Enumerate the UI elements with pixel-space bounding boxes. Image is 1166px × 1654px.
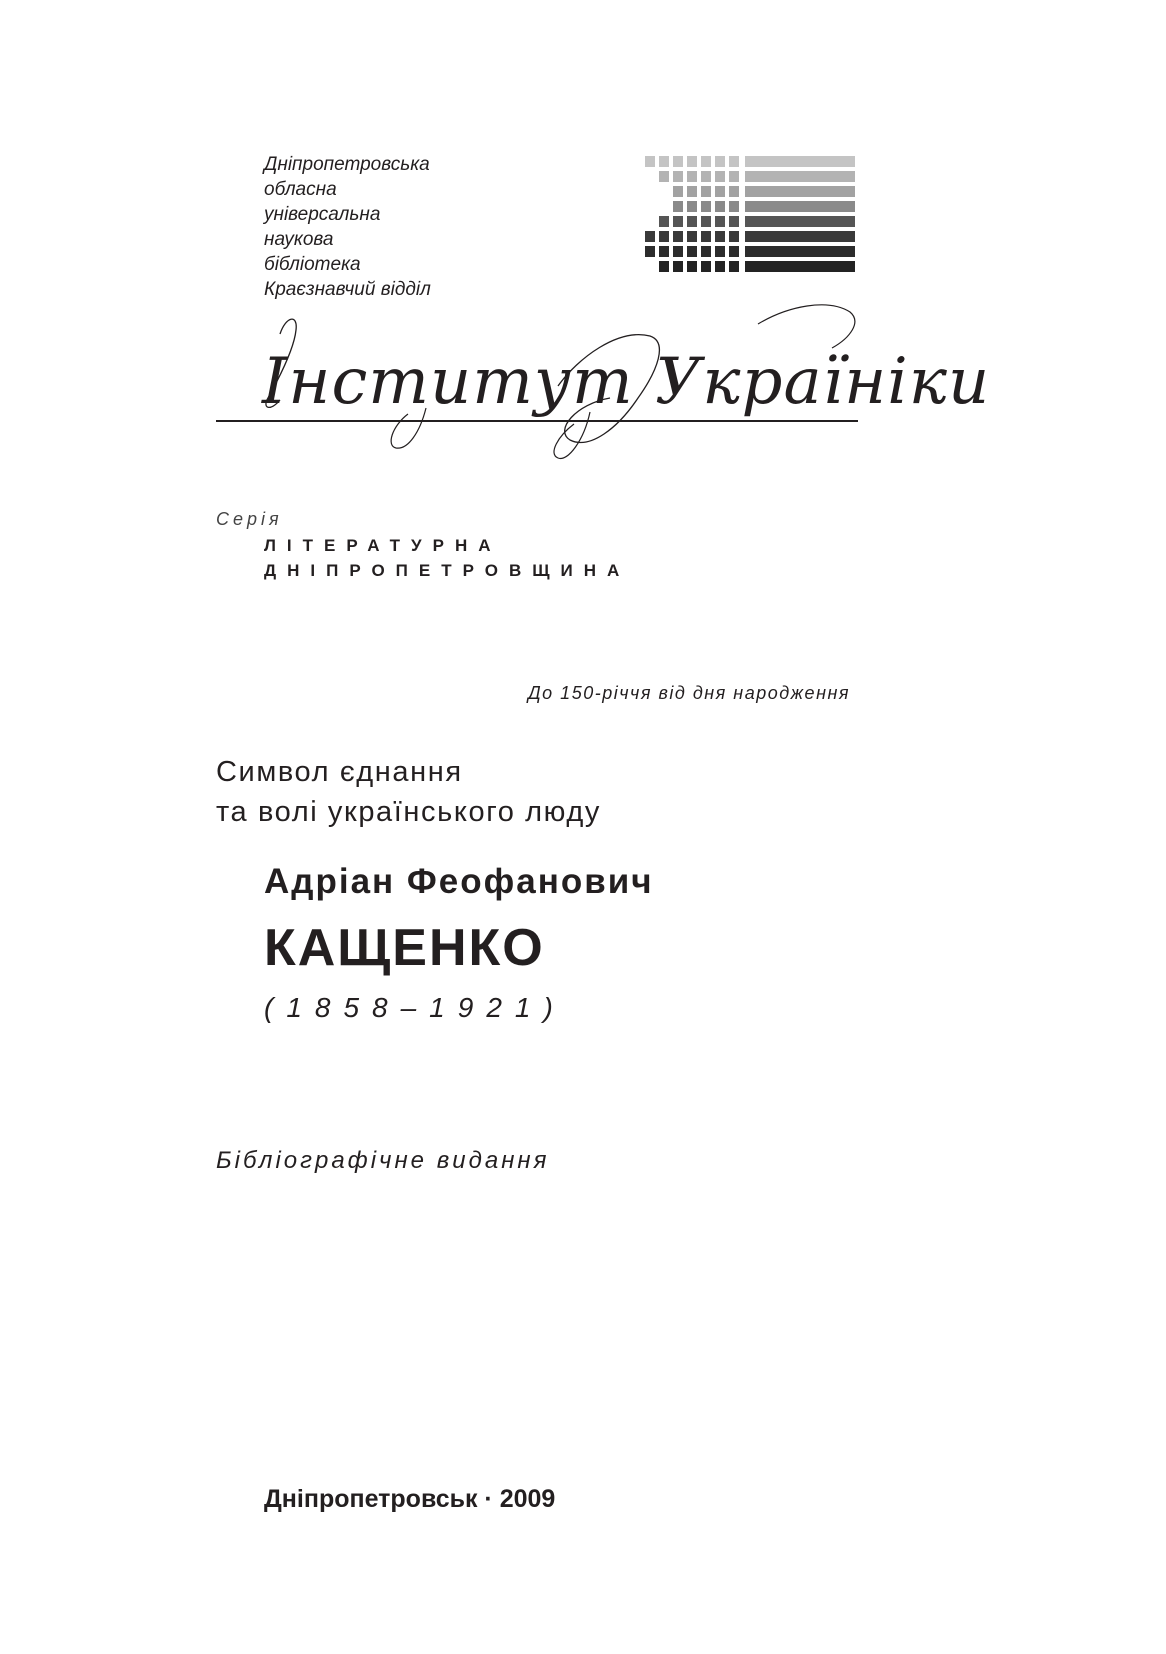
library-line: обласна <box>264 179 337 200</box>
library-name <box>264 152 431 302</box>
library-line: Краєзнавчий відділ <box>264 279 431 300</box>
series-name-line: ДНІПРОПЕТРОВЩИНА <box>264 561 631 580</box>
series-label: Серія <box>216 509 283 529</box>
institute-ukrainiky-title <box>258 300 991 470</box>
subtitle-line: Символ єднання <box>216 756 463 788</box>
anniversary-note: До 150-річчя від дня народження <box>528 683 850 703</box>
author-surname: КАЩЕНКО <box>264 919 545 977</box>
subtitle-line: та волі українського люду <box>216 796 601 828</box>
library-line: бібліотека <box>264 254 361 275</box>
institute-title-text: Інститут Українiки <box>262 345 991 419</box>
library-grid-logo-icon <box>645 156 857 278</box>
subtitle <box>216 752 601 832</box>
author-name: Адріан Феофанович <box>264 862 654 901</box>
library-line: Дніпропетровська <box>264 154 430 175</box>
series-name <box>264 533 630 583</box>
library-line: універсальна <box>264 204 381 225</box>
publication-footer: Дніпропетровськ · 2009 <box>264 1485 556 1513</box>
library-line: наукова <box>264 229 334 250</box>
series-name-line: ЛІТЕРАТУРНА <box>264 536 502 555</box>
author-years: (1858–1921) <box>264 992 566 1023</box>
edition-type: Бібліографічне видання <box>216 1147 550 1174</box>
